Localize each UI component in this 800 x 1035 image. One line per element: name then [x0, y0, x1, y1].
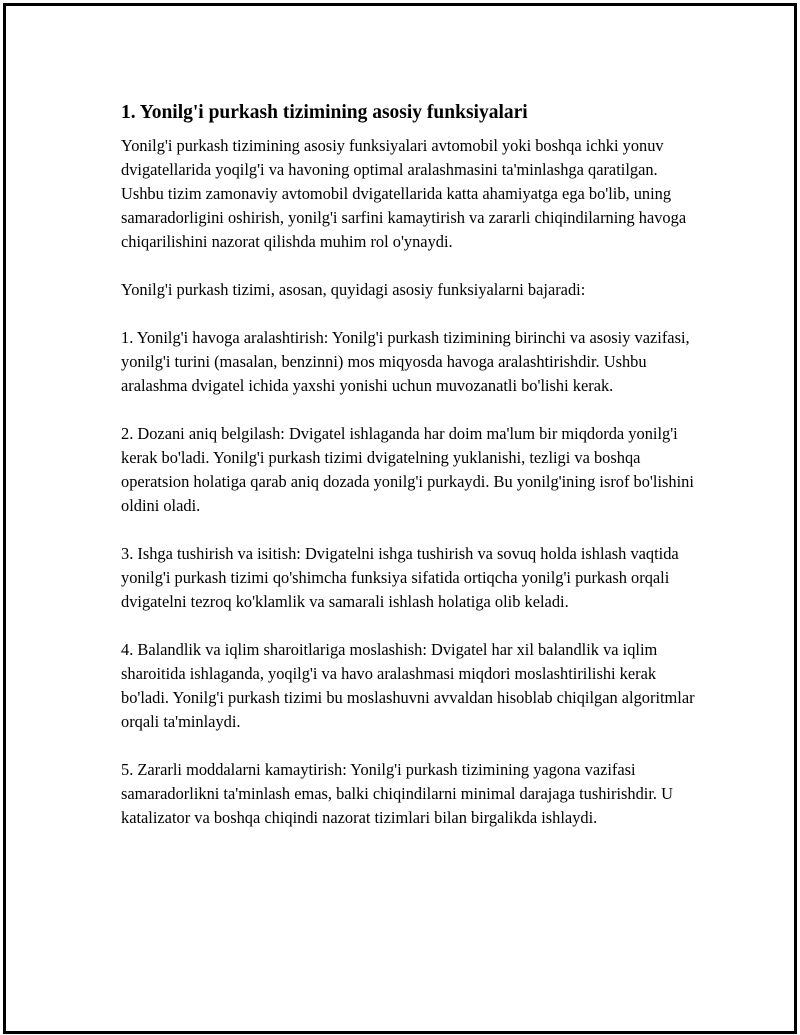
function-item-1: 1. Yonilg'i havoga aralashtirish: Yonilg'i purkash tizimining birinchi va asosiy vazifasi, yonilg'i turini (masalan, benzinni) mos miqyosda havoga aralashtirishdir. Ushbu aralashma dvigatel ichida yaxshi yonishi uchun muvozanatli bo'lishi kerak. — [121, 328, 690, 395]
function-item-3: 3. Ishga tushirish va isitish: Dvigatelni ishga tushirish va sovuq holda ishlash vaqtida yonilg'i purkash tizimi qo'shimcha funksiya sifatida ortiqcha yonilg'i purkash orqali dvigatelni tezroq ko'klamlik va samarali ishlash holatiga olib keladi. — [121, 544, 679, 611]
function-item-2: 2. Dozani aniq belgilash: Dvigatel ishlaganda har doim ma'lum bir miqdorda yonilg'i kerak bo'ladi. Yonilg'i purkash tizimi dvigatelning yuklanishi, tezligi va boshqa operatsion holatiga qarab aniq dozada yonilg'i purkaydi. Bu yonilg'ining isrof bo'lishini oldini oladi. — [121, 424, 694, 515]
document-title: 1. Yonilg'i purkash tizimining asosiy funksiyalari — [121, 102, 528, 123]
intro-paragraph: Yonilg'i purkash tizimining asosiy funksiyalari avtomobil yoki boshqa ichki yonuv dvigatellarida yoqilg'i va havoning optimal aralashmasini ta'minlashga qaratilgan. Ushbu tizim zamonaviy avtomobil dvigatellarida katta ahamiyatga ega bo'lib, uning samaradorligini oshirish, yonilg'i sarfini kamaytirish va zararli chiqindilarning havoga chiqarilishini nazorat qilishda muhim rol o'ynaydi. — [121, 136, 687, 251]
functions-lead-paragraph: Yonilg'i purkash tizimi, asosan, quyidagi asosiy funksiyalarni bajaradi: — [121, 280, 586, 299]
page-border — [3, 3, 797, 1034]
function-item-5: 5. Zararli moddalarni kamaytirish: Yonilg'i purkash tizimining yagona vazifasi samaradorlikni ta'minlash emas, balki chiqindilarni minimal darajaga tushirishdir. U katalizator va boshqa chiqindi nazorat tizimlari bilan birgalikda ishlaydi. — [121, 760, 673, 827]
document-body — [121, 100, 696, 830]
function-item-4: 4. Balandlik va iqlim sharoitlariga moslashish: Dvigatel har xil balandlik va iqlim sharoitida ishlaganda, yoqilg'i va havo aralashmasi miqdori moslashtirilishi kerak bo'ladi. Yonilg'i purkash tizimi bu moslashuvni avvaldan hisoblab chiqilgan algoritmlar orqali ta'minlaydi. — [121, 640, 695, 731]
